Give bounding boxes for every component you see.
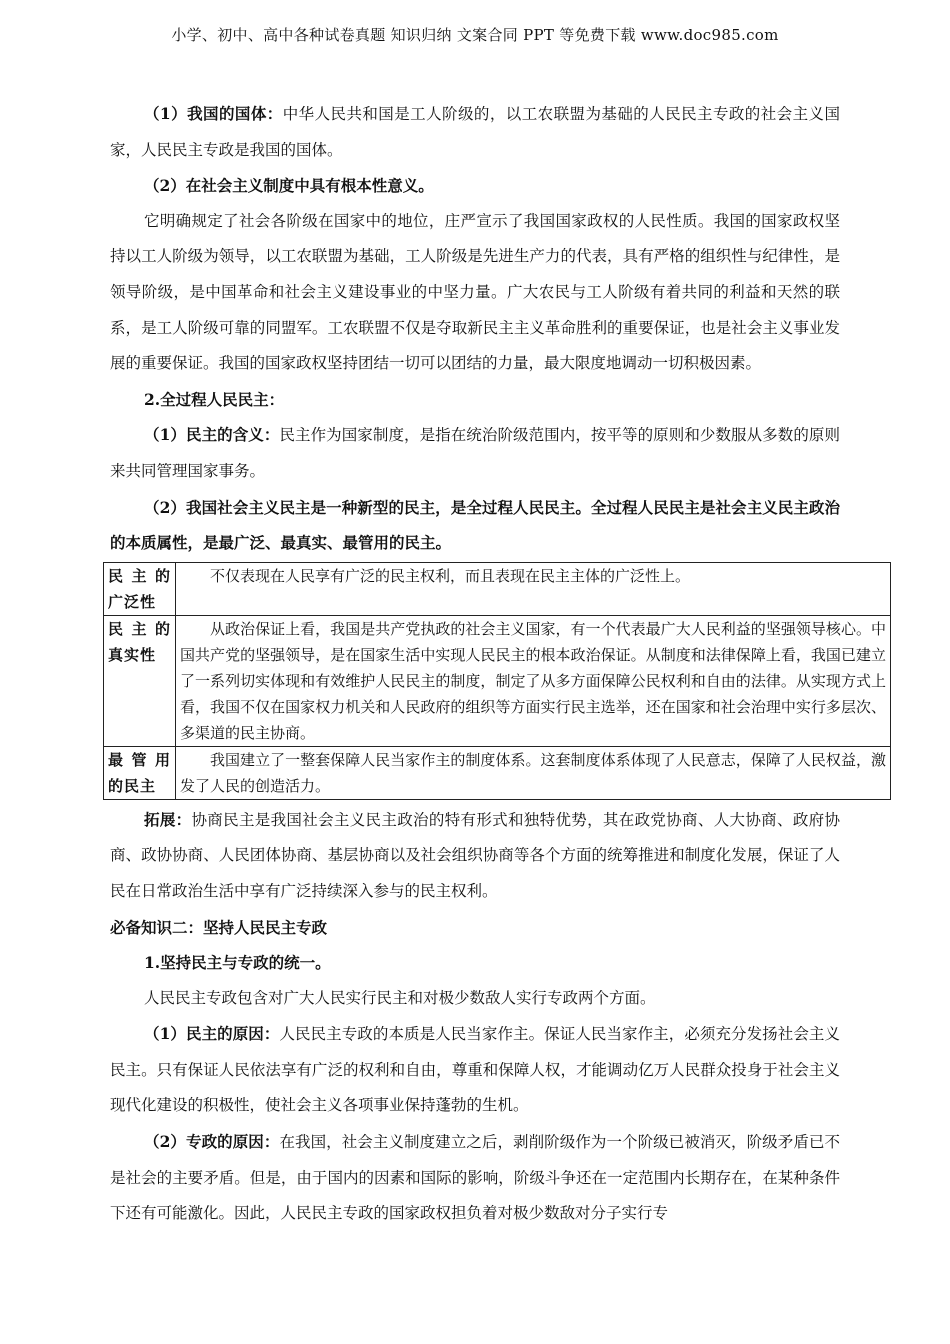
heading-unity: 1.坚持民主与专政的统一。 [144, 953, 331, 973]
row-label: 最管用 的民主 [104, 746, 176, 799]
label: （1）民主的原因： [144, 1024, 280, 1044]
paragraph-two-aspects: 人民民主专政包含对广大人民实行民主和对极少数敌人实行专政两个方面。 [144, 988, 656, 1007]
row-text: 不仅表现在人民享有广泛的民主权利，而且表现在民主主体的广泛性上。 [176, 562, 891, 615]
page-header: 小学、初中、高中各种试卷真题 知识归纳 文案合同 PPT 等免费下载 www.doc985.com [171, 26, 779, 44]
text: 在我国，社会主义制度建立之后，剥削阶级作为一个阶级已被消灭，阶级矛盾已不是社会的主要矛盾。但是，由于国内的因素和国际的影响，阶级斗争还在一定范围内长期存在，在某种条件下还有可能激化。因此，人民民主专政的国家政权担负着对极少数敌对分子实行专 [110, 1133, 840, 1223]
text: 人民民主专政的本质是人民当家作主。保证人民当家作主，必须充分发扬社会主义民主。只有保证人民依法享有广泛的权利和自由，尊重和保障人权，才能调动亿万人民群众投身于社会主义现代化建设的积极性，使社会主义各项事业保持蓬勃的生机。 [110, 1025, 840, 1115]
text: 协商民主是我国社会主义民主政治的特有形式和独特优势，其在政党协商、人大协商、政府协商、政协协商、人民团体协商、基层协商以及社会组织协商等各个方面的统筹推进和制度化发展，保证了人民在日常政治生活中享有广泛持续深入参与的民主权利。 [110, 810, 840, 900]
row-text: 我国建立了一整套保障人民当家作主的制度体系。这套制度体系体现了人民意志，保障了人民权益，激发了人民的创造活力。 [176, 746, 891, 799]
paragraph-democracy-reason [110, 1016, 840, 1124]
paragraph-class-status: 它明确规定了社会各阶级在国家中的地位，庄严宣示了我国国家政权的人民性质。我国的国家政权坚持以工人阶级为领导，以工农联盟为基础，工人阶级是先进生产力的代表，具有严格的组织性与纪律性，是领导阶级，是中国革命和社会主义建设事业的中坚力量。广大农民与工人阶级有着共同的利益和天然的联系，是工人阶级可靠的同盟军。工农联盟不仅是夺取新民主主义革命胜利的重要保证，也是社会主义事业发展的重要保证。我国的国家政权坚持团结一切可以团结的力量，最大限度地调动一切积极因素。 [110, 211, 840, 373]
paragraph-extension [110, 802, 840, 910]
label: （2）专政的原因： [144, 1132, 280, 1152]
document-body [108, 96, 886, 1232]
label: （1）我国的国体： [144, 104, 283, 123]
democracy-table [103, 562, 891, 800]
text: 中华人民共和国是工人阶级的，以工农联盟为基础的人民民主专政的社会主义国家，人民民主专政是我国的国体。 [110, 105, 840, 159]
paragraph-fundamental-significance: （2）在社会主义制度中具有根本性意义。 [144, 176, 434, 196]
table-row [104, 562, 891, 615]
row-text: 从政治保证上看，我国是共产党执政的社会主义国家，有一个代表最广大人民利益的坚强领导核心。中国共产党的坚强领导，是在国家生活中实现人民民主的根本政治保证。从制度和法律保障上看，我国已建立了一系列切实体现和有效维护人民民主的制度，制定了从多方面保障公民权利和自由的法律。从实现方式上看，我国不仅在国家权力机关和人民政府的组织等方面实行民主选举，还在国家和社会治理中实行多层次、多渠道的民主协商。 [176, 615, 891, 746]
label: （1）民主的含义： [144, 425, 280, 445]
table-row [104, 746, 891, 799]
paragraph-dictatorship-reason [110, 1124, 840, 1232]
heading-knowledge-two: 必备知识二：坚持人民民主专政 [110, 917, 328, 937]
label: 拓展： [144, 809, 192, 829]
text: 民主作为国家制度，是指在统治阶级范围内，按平等的原则和少数服从多数的原则来共同管理国家事务。 [110, 426, 840, 480]
paragraph-state-system [110, 96, 840, 168]
row-label: 民主的 广泛性 [104, 562, 176, 615]
paragraph-new-democracy: （2）我国社会主义民主是一种新型的民主，是全过程人民民主。全过程人民民主是社会主义民主政治的本质属性，是最广泛、最真实、最管用的民主。 [110, 497, 840, 553]
table-row [104, 615, 891, 746]
heading-whole-process-democracy: 2.全过程人民民主： [144, 389, 285, 409]
paragraph-democracy-meaning [110, 417, 840, 489]
row-label: 民主的 真实性 [104, 615, 176, 746]
